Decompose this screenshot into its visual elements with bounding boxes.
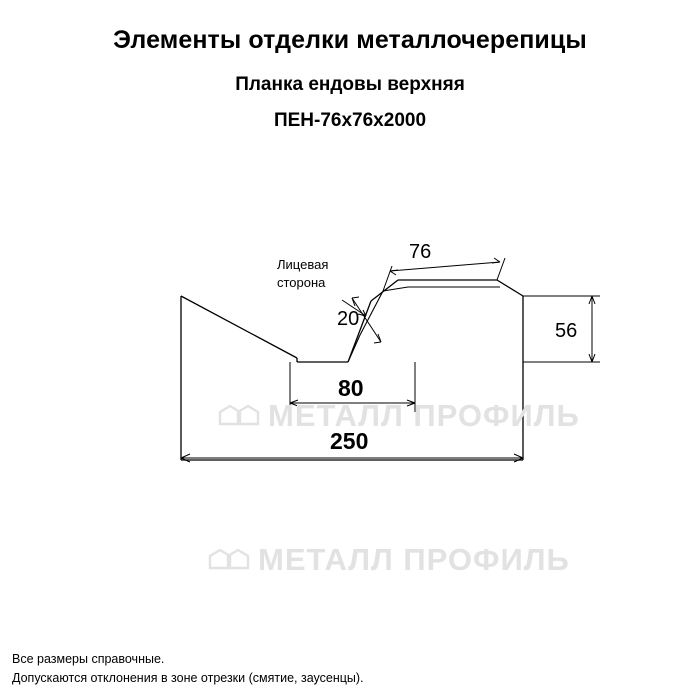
face-side-note-line2: сторона bbox=[277, 275, 326, 290]
watermark-bottom bbox=[208, 542, 570, 578]
dimension-76-label: 76 bbox=[409, 241, 432, 263]
watermark-logo-icon-2 bbox=[208, 548, 250, 572]
dimension-250 bbox=[181, 454, 523, 462]
profile-inner-lines bbox=[348, 287, 500, 362]
dimension-56-label: 56 bbox=[555, 320, 578, 342]
page-title: Элементы отделки металлочерепицы bbox=[113, 26, 587, 54]
dimension-20-label: 20 bbox=[337, 308, 360, 330]
dimension-76 bbox=[383, 258, 505, 291]
face-side-note-line1: Лицевая bbox=[277, 257, 329, 272]
product-code: ПЕН-76x76x2000 bbox=[273, 110, 427, 131]
technical-drawing bbox=[0, 170, 700, 577]
drawing-svg bbox=[0, 170, 700, 500]
footer-line-2: Допускаются отклонения в зоне отрезки (смятие, заусенцы). bbox=[12, 671, 364, 685]
watermark-text-2: МЕТАЛЛ ПРОФИЛЬ bbox=[258, 542, 570, 577]
dimension-80-label: 80 bbox=[338, 375, 364, 401]
title-block bbox=[0, 24, 700, 134]
watermark-text: МЕТАЛЛ ПРОФИЛЬ bbox=[268, 398, 580, 433]
product-name: Планка ендовы верхняя bbox=[235, 74, 465, 95]
footer-notes bbox=[12, 650, 364, 688]
footer-line-1: Все размеры справочные. bbox=[12, 652, 165, 666]
dimension-250-label: 250 bbox=[330, 428, 369, 454]
